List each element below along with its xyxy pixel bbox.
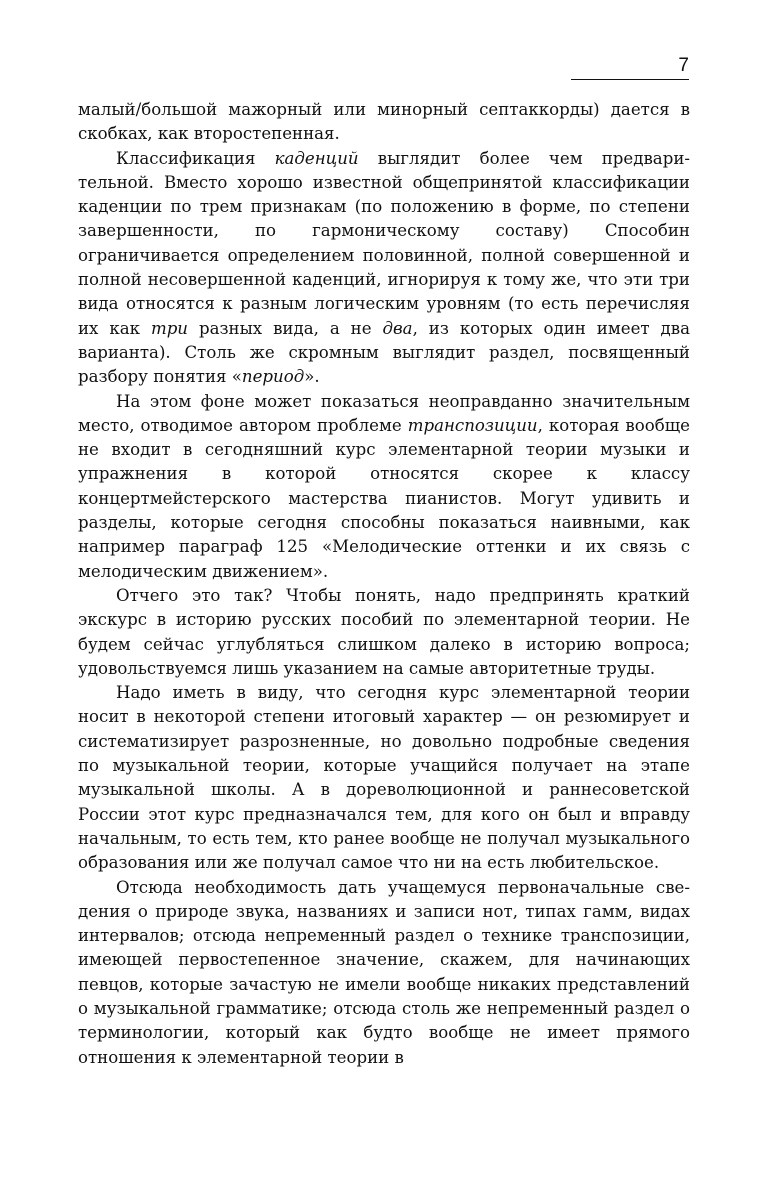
paragraph-3: На этом фоне может показаться неоправданно значительным место, отводимое автором проблеме транспозиции, которая вообще не входит в сегодняшний курс элементарной теории музыки и упражнения в которой относятся скорее к классу концертмейстерского мастерства пианистов. Могут удивить и разделы, которые сегодня способны показаться наивными, как например параграф 125 «Мелодические оттенки и их связь с мелодическим движением». <box>78 391 690 581</box>
emphasis-two: два <box>382 318 413 338</box>
paragraph-5: Надо иметь в виду, что сегодня курс элементарной теории носит в некоторой степени итоговый характер — он резюмирует и систематизирует разрозненные, но довольно подробные сведения по музыкальной теории, которые учащийся получает на этапе музыкальной школы. А в дореволюционной и раннесоветской России этот курс предназначался тем, для кого он был и вправду начальным, то есть тем, кто ранее вообще не получал музыкального образования или же получал самое что ни на есть любительское. <box>78 683 690 873</box>
emphasis-three: три <box>150 318 188 338</box>
page-number: 7 <box>571 56 689 80</box>
paragraph-6: Отсюда необходимость дать учащемуся первоначальные сведения о природе звука, названиях и записи нот, типах гамм, видах интервалов; отсюда непременный раздел о технике транспозиции, имеющей первостепенное значение, скажем, для начинающих певцов, которые зачастую не имели вообще никаких представлений о музыкальной грамматике; отсюда столь же непременный раздел о терминологии, который как будто вообще не имеет прямого отношения к элементарной теории в <box>78 877 690 1067</box>
term-transposition: транспозиции <box>407 415 538 435</box>
body-text <box>78 98 690 1070</box>
paragraph-2: Классификация каденций выглядит более чем предварительной. Вместо хорошо известной общепринятой классификации каденции по трем признакам (по положению в форме, по степени завершенности, по гармоническому составу) Способин ограничивается определением половинной, полной совершенной и полной несовершенной каденций, игнорируя к тому же, что эти три вида относятся к разным логическим уровням (то есть перечисляя их как три разных вида, а не два, из которых один имеет два варианта). Столь же скромным выглядит раздел, посвященный разбору понятия «период». <box>78 148 690 387</box>
term-cadences: каденций <box>274 148 359 168</box>
term-period: период <box>241 367 305 387</box>
paragraph-4: Отчего это так? Чтобы понять, надо предпринять краткий экскурс в историю русских пособий по элементарной теории. Не будем сейчас углубляться слишком далеко в историю вопроса; удовольствуемся лишь указанием на самые авторитетные труды. <box>78 585 690 678</box>
paragraph-1: малый/большой мажорный или минорный септаккорды) дается в скобках, как второстепенная. <box>78 100 690 144</box>
